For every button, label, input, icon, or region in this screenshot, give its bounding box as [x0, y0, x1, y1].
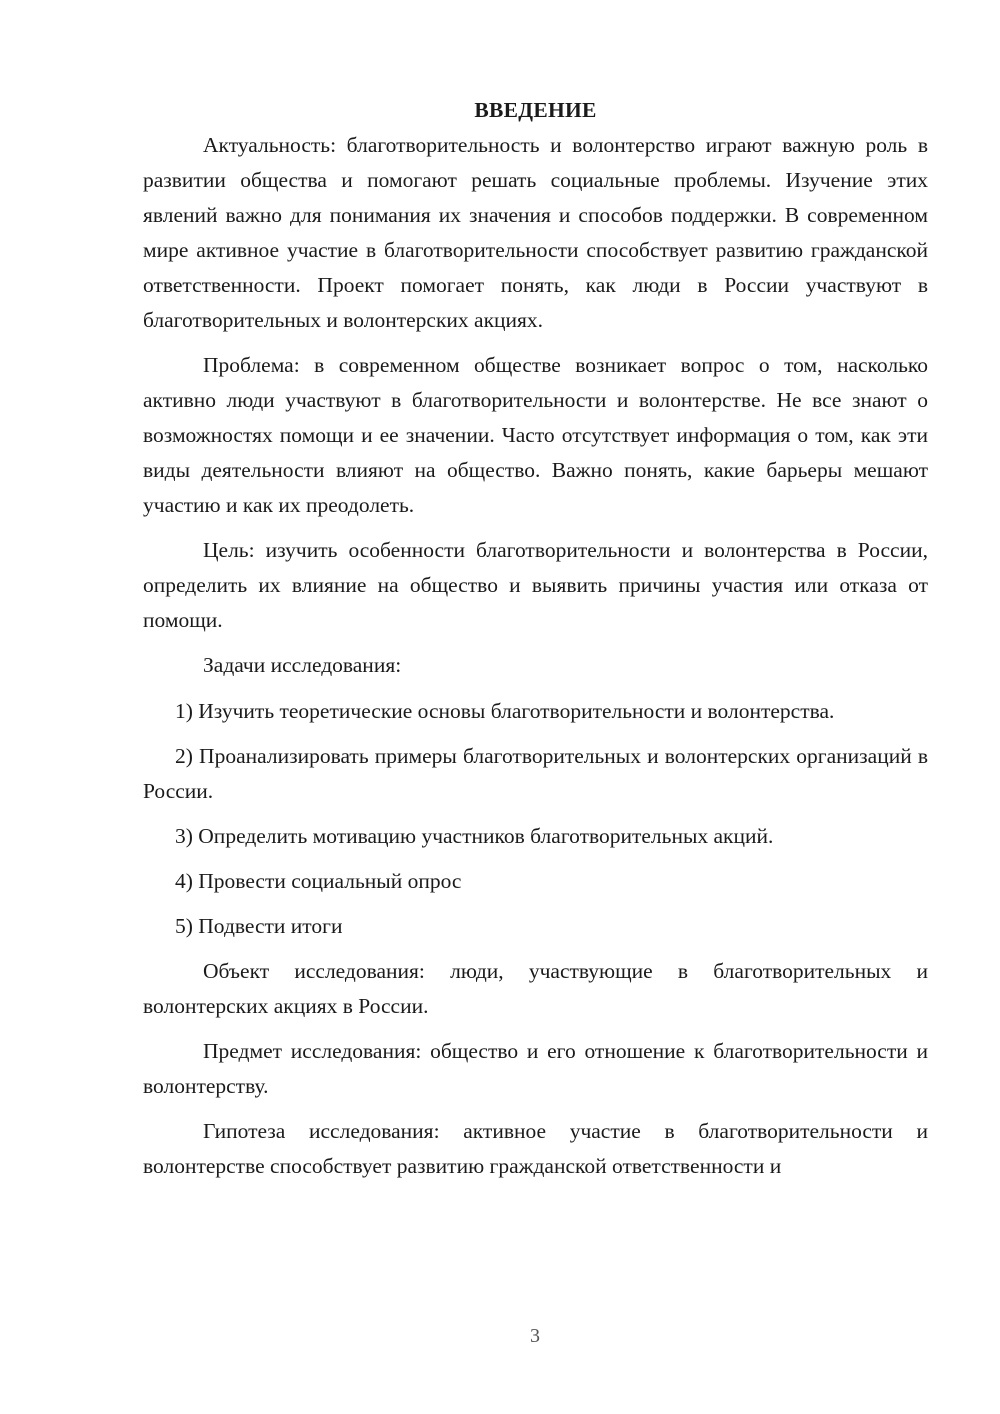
task-item: 4) Провести социальный опрос: [175, 869, 462, 893]
goal-paragraph: Цель: изучить особенности благотворительности и волонтерства в России, определить их влияние на общество и выявить причины участия или отказа от помощи.: [143, 538, 928, 632]
task-item: 2) Проанализировать примеры благотворительных и волонтерских организаций в России.: [143, 744, 928, 803]
problem-paragraph: Проблема: в современном обществе возникает вопрос о том, насколько активно люди участвуют в благотворительности и волонтерстве. Не все знают о возможностях помощи и ее значении. Часто отсутствует информация о том, как эти виды деятельности влияют на общество. Важно понять, какие барьеры мешают участию и как их преодолеть.: [143, 353, 928, 517]
page-number: 3: [530, 1325, 540, 1347]
document-page: [143, 93, 928, 1194]
object-paragraph: Объект исследования: люди, участвующие в благотворительных и волонтерских акциях в России.: [143, 959, 928, 1018]
task-item: 1) Изучить теоретические основы благотворительности и волонтерства.: [175, 699, 835, 723]
hypothesis-paragraph: Гипотеза исследования: активное участие в благотворительности и волонтерстве способствует развитию гражданской ответственности и: [143, 1119, 928, 1178]
relevance-paragraph: Актуальность: благотворительность и волонтерство играют важную роль в развитии общества и помогают решать социальные проблемы. Изучение этих явлений важно для понимания их значения и способов поддержки. В современном мире активное участие в благотворительности способствует развитию гражданской ответственности. Проект помогает понять, как люди в России участвуют в благотворительных и волонтерских акциях.: [143, 133, 928, 332]
task-item: 3) Определить мотивацию участников благотворительных акций.: [175, 824, 774, 848]
subject-paragraph: Предмет исследования: общество и его отношение к благотворительности и волонтерству.: [143, 1039, 928, 1098]
task-item: 5) Подвести итоги: [175, 914, 343, 938]
tasks-heading: Задачи исследования:: [203, 653, 402, 677]
section-title: ВВЕДЕНИЕ: [474, 98, 597, 122]
